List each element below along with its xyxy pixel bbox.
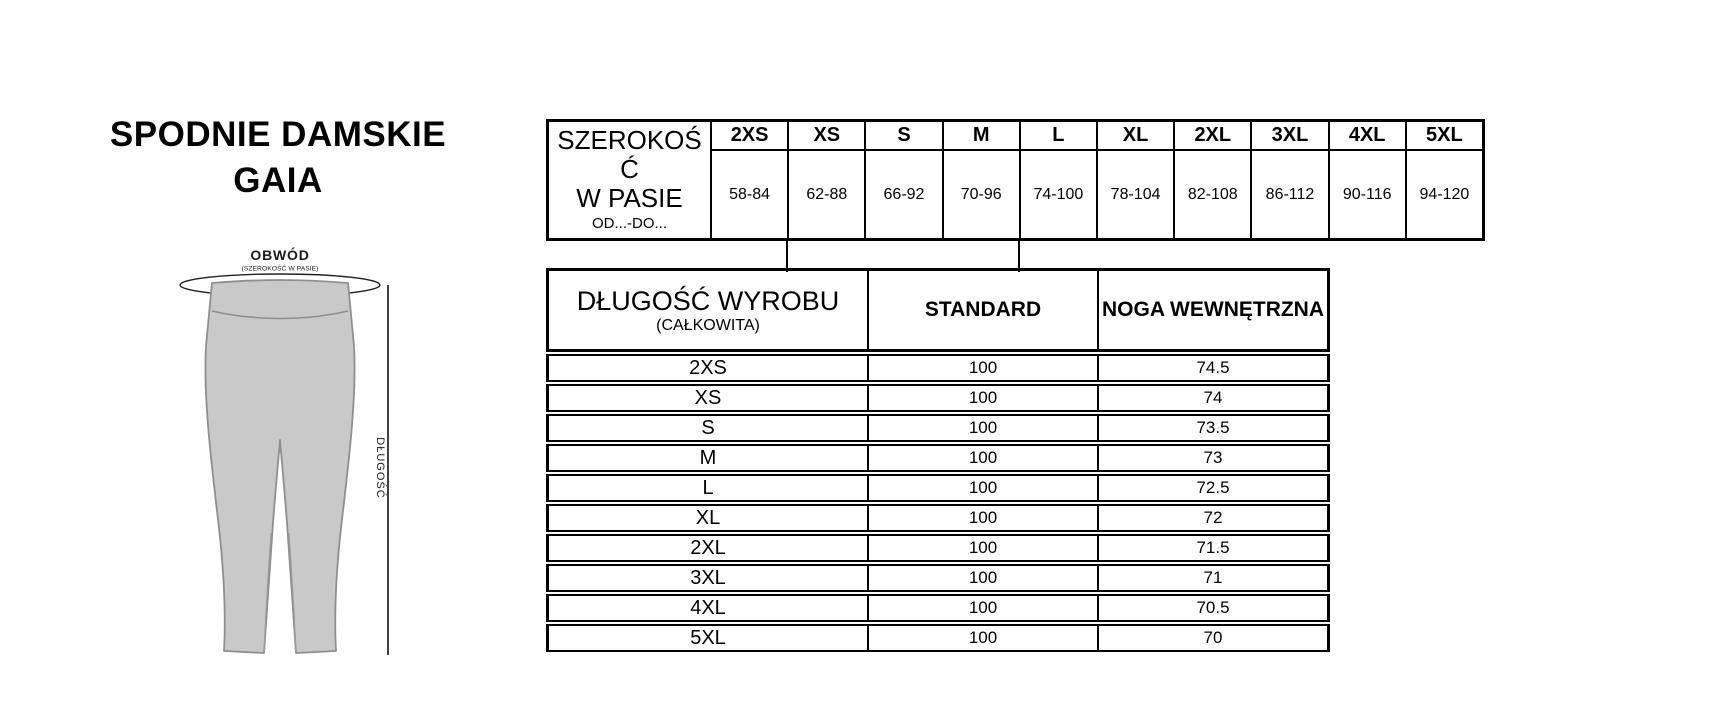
waist-range-cell: 82-108 [1173, 151, 1250, 238]
standard-header-title: STANDARD [924, 298, 1042, 321]
inner-leg-cell: 73.5 [1097, 416, 1327, 440]
inner-leg-cell: 74 [1097, 386, 1327, 410]
waist-range-cell: 90-116 [1328, 151, 1405, 238]
size-column-header: M [942, 122, 1019, 151]
size-column-header: XL [1096, 122, 1173, 151]
inner-leg-cell: 73 [1097, 446, 1327, 470]
size-column-header: XS [787, 122, 864, 151]
length-table-row [546, 534, 1330, 562]
table-connector-line-left [786, 238, 788, 272]
waist-header-line1: SZEROKOŚĆ [557, 124, 702, 184]
size-column-header: 2XS [710, 122, 787, 151]
inner-leg-header-cell [1097, 271, 1327, 349]
inner-leg-cell: 72.5 [1097, 476, 1327, 500]
waist-range-cell: 78-104 [1096, 151, 1173, 238]
pants-shape [205, 280, 354, 653]
size-cell: 2XL [690, 536, 726, 559]
length-table-row [546, 444, 1330, 472]
waist-header-line3: OD...-DO... [592, 214, 667, 232]
size-cell: XS [694, 386, 722, 409]
waist-header-line2: W PASIE [576, 182, 683, 213]
waist-range-cell: 74-100 [1019, 151, 1096, 238]
waist-table-header-cell [549, 122, 710, 238]
product-model: GAIA [233, 161, 323, 200]
size-column-header: 2XL [1173, 122, 1250, 151]
size-column-header: 3XL [1250, 122, 1327, 151]
waist-range-cell: 86-112 [1250, 151, 1327, 238]
product-name: SPODNIE DAMSKIE [109, 115, 447, 154]
length-table-body [546, 354, 1330, 652]
size-cell: 4XL [690, 596, 726, 619]
inner-leg-header-title: NOGA WEWNĘTRZNA [1101, 298, 1325, 321]
standard-header-cell [867, 271, 1097, 349]
size-cell: S [701, 416, 715, 439]
waist-range-cell: 58-84 [710, 151, 787, 238]
standard-cell: 100 [867, 596, 1097, 620]
standard-cell: 100 [867, 536, 1097, 560]
inner-leg-cell: 72 [1097, 506, 1327, 530]
length-header-title: DŁUGOŚĆ WYROBU [576, 285, 840, 316]
standard-cell: 100 [867, 446, 1097, 470]
size-cell: L [702, 476, 714, 499]
inner-leg-cell: 70 [1097, 626, 1327, 650]
size-column-header: 4XL [1328, 122, 1405, 151]
length-table-row [546, 414, 1330, 442]
product-length-table [546, 268, 1330, 652]
page-title [28, 112, 528, 204]
waist-range-cell: 70-96 [942, 151, 1019, 238]
waist-measure-sublabel: (SZEROKOŚĆ W PASIE) [241, 265, 319, 273]
length-table-row [546, 474, 1330, 502]
standard-cell: 100 [867, 566, 1097, 590]
standard-cell: 100 [867, 506, 1097, 530]
inner-leg-cell: 70.5 [1097, 596, 1327, 620]
size-cell: 2XS [689, 356, 727, 379]
length-table-row [546, 624, 1330, 652]
length-table-row [546, 504, 1330, 532]
length-header-subtitle: (CAŁKOWITA) [656, 316, 760, 334]
waist-measure-label: OBWÓD [250, 247, 310, 263]
length-table-row [546, 594, 1330, 622]
size-cell: XL [695, 506, 721, 529]
standard-cell: 100 [867, 626, 1097, 650]
standard-cell: 100 [867, 356, 1097, 380]
length-table-header-row [546, 268, 1330, 352]
length-measure-label: DŁUGOŚĆ [374, 437, 386, 499]
inner-leg-cell: 74.5 [1097, 356, 1327, 380]
standard-cell: 100 [867, 386, 1097, 410]
waist-range-cell: 66-92 [864, 151, 941, 238]
length-table-row [546, 384, 1330, 412]
inner-leg-cell: 71.5 [1097, 536, 1327, 560]
size-column-header: L [1019, 122, 1096, 151]
waist-range-cell: 94-120 [1405, 151, 1482, 238]
size-cell: M [699, 446, 717, 469]
standard-cell: 100 [867, 476, 1097, 500]
size-column-header: S [864, 122, 941, 151]
waist-width-table [546, 119, 1485, 241]
length-table-row [546, 354, 1330, 382]
size-cell: 5XL [690, 626, 726, 649]
waist-range-cell: 62-88 [787, 151, 864, 238]
size-cell: 3XL [690, 566, 726, 589]
pants-diagram [150, 228, 400, 660]
standard-cell: 100 [867, 416, 1097, 440]
length-table-row [546, 564, 1330, 592]
inner-leg-cell: 71 [1097, 566, 1327, 590]
size-column-header: 5XL [1405, 122, 1482, 151]
length-header-cell [549, 271, 867, 349]
table-connector-line-right [1018, 238, 1020, 272]
